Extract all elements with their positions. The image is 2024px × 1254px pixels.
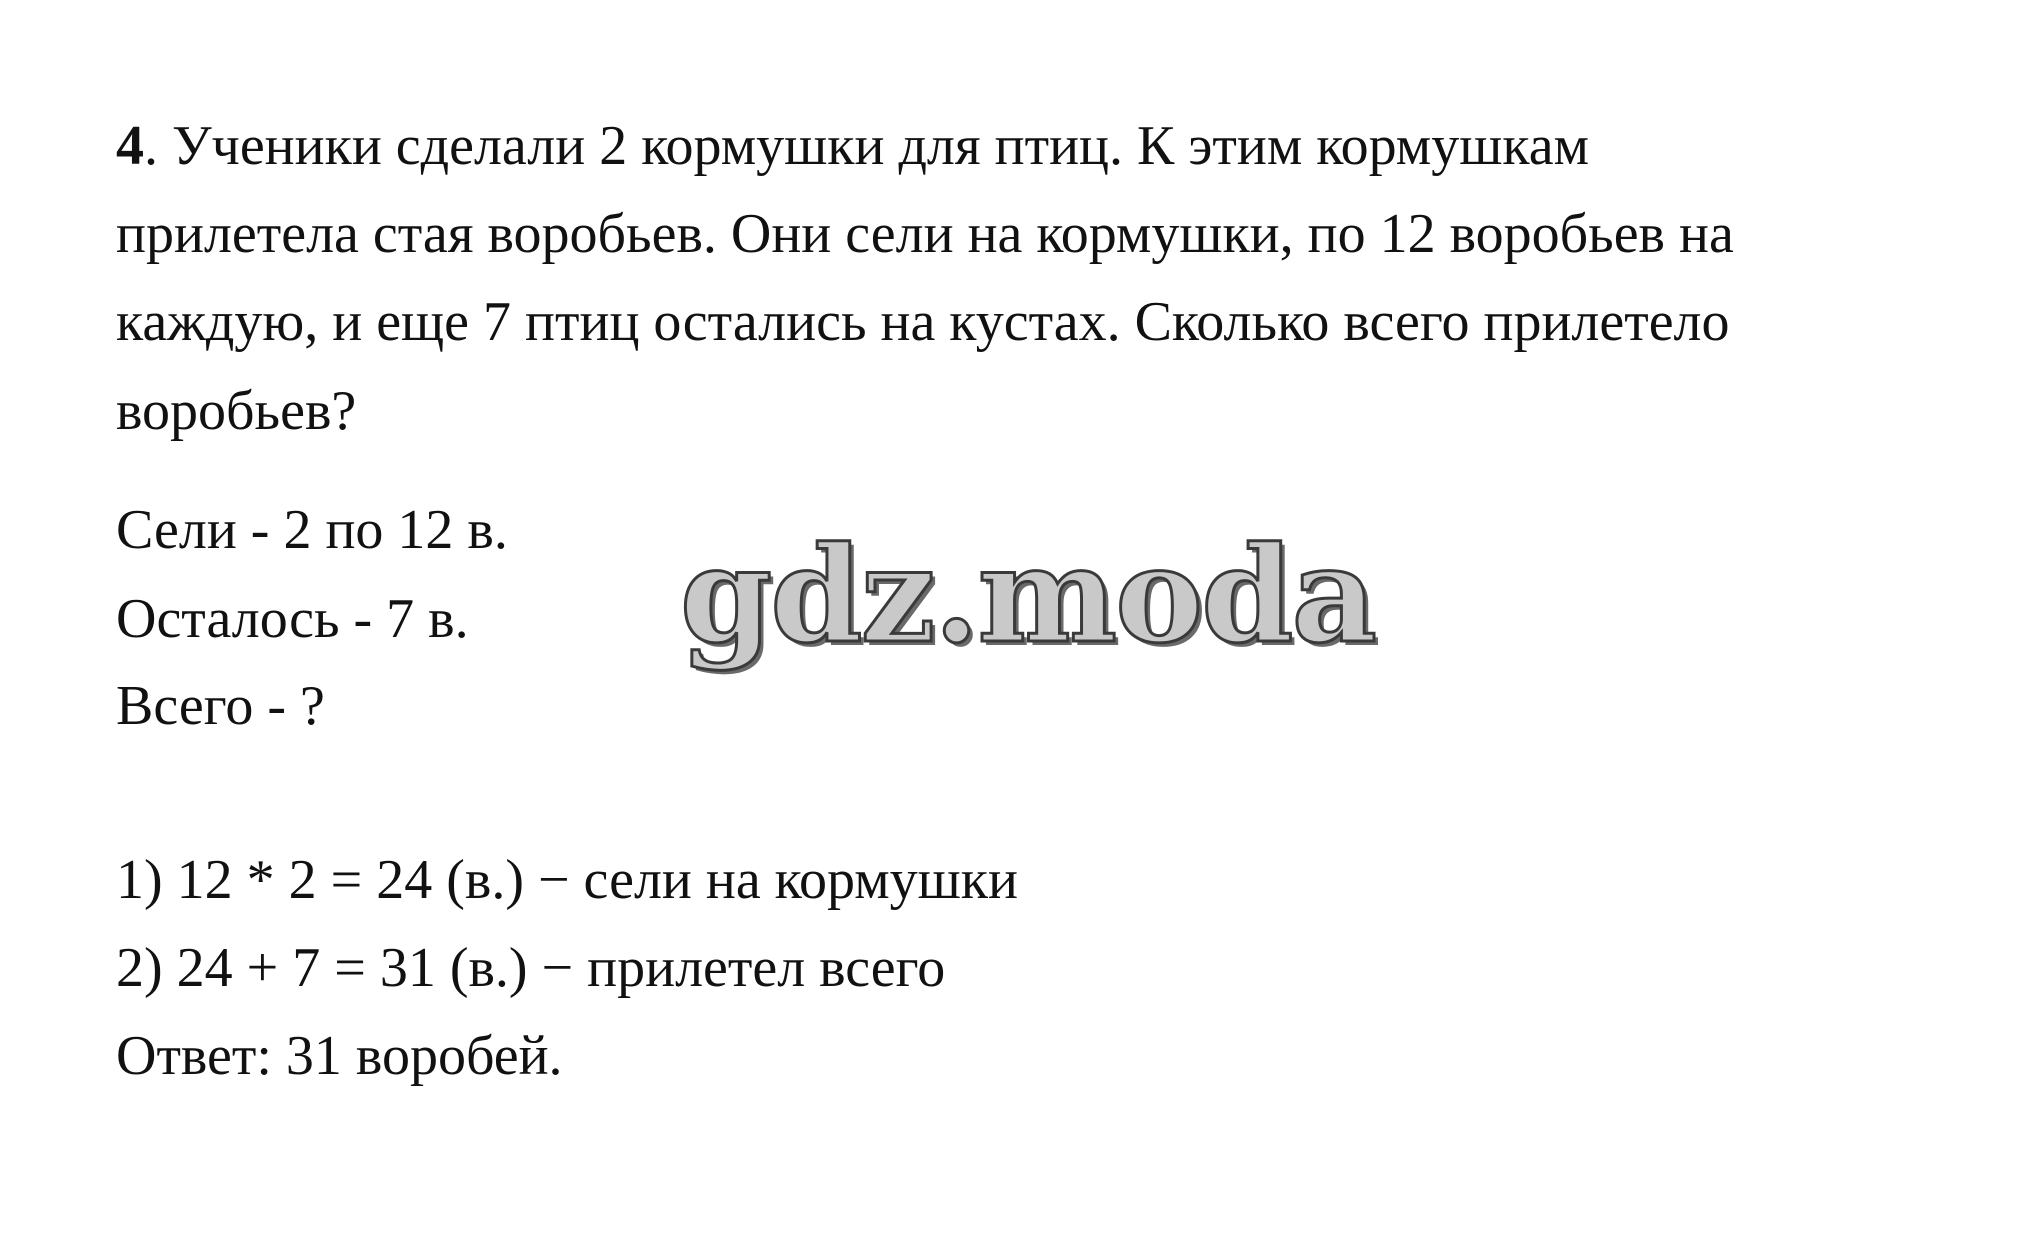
problem-line-2: прилетела стая воробьев. Они сели на кормушки, по 12 воробьев на (116, 203, 1734, 265)
solution-step-1: 1) 12 * 2 = 24 (в.) − сели на кормушки (116, 849, 1018, 911)
task-number: 4 (116, 115, 144, 177)
answer-line: Ответ: 31 воробей. (116, 1025, 563, 1087)
problem-text-1: . Ученики сделали 2 кормушки для птиц. К этим кормушкам (144, 115, 1590, 177)
given-line-1: Сели - 2 по 12 в. (116, 499, 508, 561)
watermark-logo: gdz.moda (680, 518, 1376, 673)
given-line-2: Осталось - 7 в. (116, 588, 469, 650)
given-line-3: Всего - ? (116, 675, 325, 737)
problem-line-1 (116, 115, 1590, 177)
problem-line-3: каждую, и еще 7 птиц остались на кустах. Сколько всего прилетело (116, 291, 1730, 353)
solution-step-2: 2) 24 + 7 = 31 (в.) − прилетел всего (116, 937, 946, 999)
problem-line-4: воробьев? (116, 380, 357, 442)
